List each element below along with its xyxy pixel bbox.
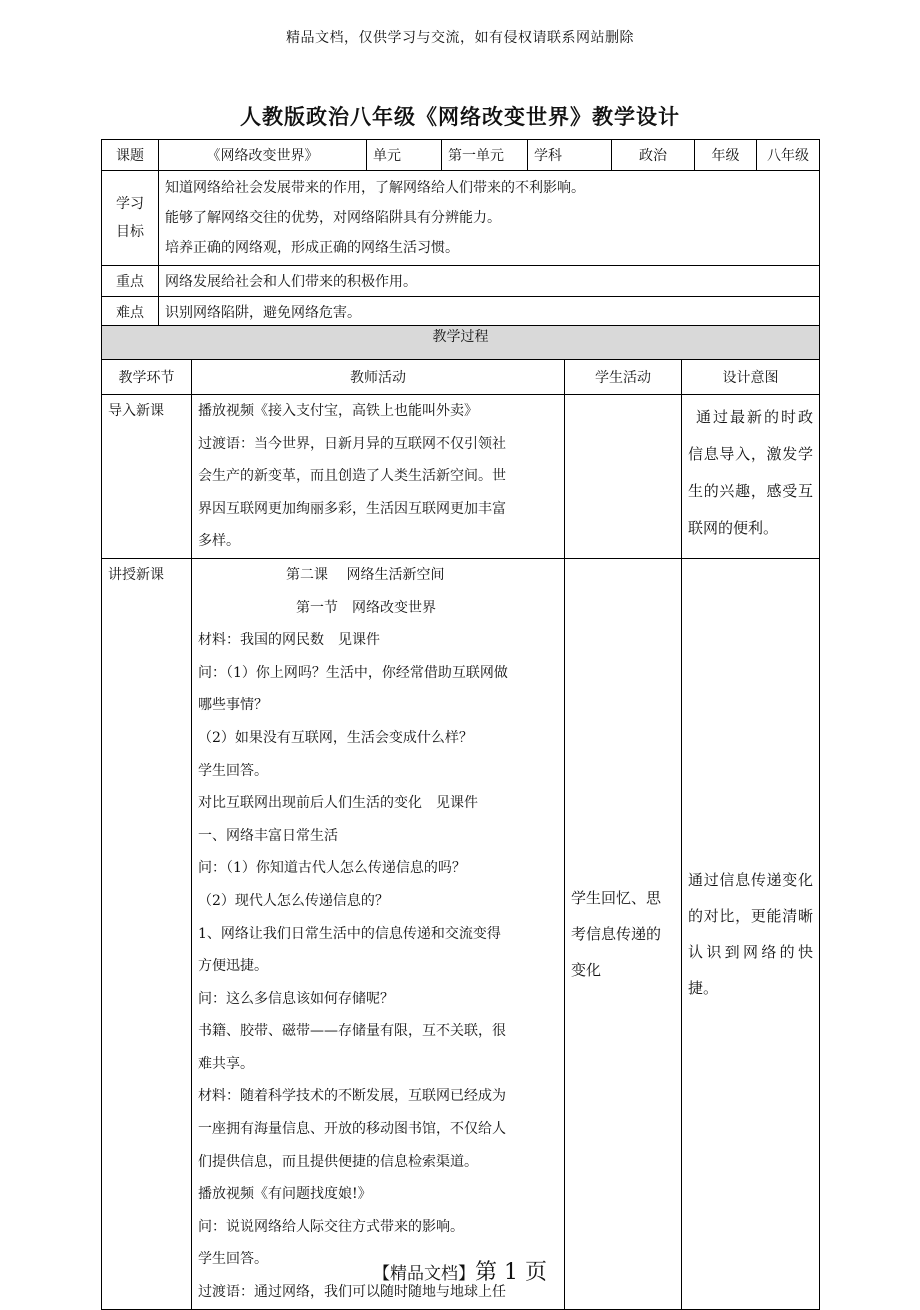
footer-tag: 【精品文档】 bbox=[373, 1264, 475, 1284]
teacher-line: 播放视频《有问题找度娘!》 bbox=[198, 1186, 372, 1203]
section-heading: 第一节 网络改变世界 bbox=[296, 599, 436, 616]
lecture-intent: 通过信息传递变化的对比，更能清晰认识到网络的快捷。 bbox=[682, 558, 820, 1309]
document-title: 人教版政治八年级《网络改变世界》教学设计 bbox=[240, 104, 680, 129]
teacher-line: 会生产的新变革，而且创造了人类生活新空间。世 bbox=[198, 468, 506, 485]
teacher-line: 对比互联网出现前后人们生活的变化 见课件 bbox=[198, 795, 478, 812]
key-value: 网络发展给社会和人们带来的积极作用。 bbox=[159, 266, 820, 297]
page-number: 第 1 页 bbox=[475, 1260, 547, 1285]
header-note: 精品文档，仅供学习与交流，如有侵权请联系网站删除 bbox=[286, 30, 634, 46]
teacher-line: 多样。 bbox=[198, 533, 240, 550]
process-header-row bbox=[102, 360, 820, 395]
header-teacher: 教师活动 bbox=[192, 360, 565, 395]
process-table bbox=[101, 325, 820, 1310]
difficulty-label: 难点 bbox=[102, 297, 159, 328]
teacher-line: 问：这么多信息该如何存储呢？ bbox=[198, 990, 394, 1007]
teacher-line: 们提供信息，而且提供便捷的信息检索渠道。 bbox=[198, 1153, 478, 1170]
teacher-line: 一座拥有海量信息、开放的移动图书馆，不仅给人 bbox=[198, 1121, 506, 1138]
teacher-line: 材料：我国的网民数 见课件 bbox=[198, 632, 380, 649]
lesson-heading: 第二课 网络生活新空间 bbox=[286, 566, 445, 583]
header-student: 学生活动 bbox=[565, 360, 682, 395]
objectives-text bbox=[159, 171, 820, 266]
teacher-line: 问：（1）你知道古代人怎么传递信息的吗？ bbox=[198, 860, 466, 877]
objectives-label-line-2: 目标 bbox=[116, 224, 144, 240]
info-row-difficulty bbox=[102, 297, 820, 328]
objective-line: 知道网络给社会发展带来的作用，了解网络给人们带来的不利影响。 bbox=[165, 180, 585, 196]
course-label: 课题 bbox=[102, 140, 159, 171]
intro-intent: 通过最新的时政信息导入，激发学生的兴趣，感受互联网的便利。 bbox=[682, 395, 820, 559]
unit-value: 第一单元 bbox=[442, 140, 528, 171]
info-row-key bbox=[102, 266, 820, 297]
objectives-label bbox=[102, 171, 159, 266]
header-stage: 教学环节 bbox=[102, 360, 192, 395]
teacher-line: 问：（1）你上网吗？生活中，你经常借助互联网做 bbox=[198, 664, 508, 681]
difficulty-value: 识别网络陷阱，避免网络危害。 bbox=[159, 297, 820, 328]
intro-teacher bbox=[192, 395, 565, 559]
teacher-line: 过渡语：当今世界，日新月异的互联网不仅引领社 bbox=[198, 435, 506, 452]
teacher-line: 学生回答。 bbox=[198, 762, 268, 779]
course-value: 《网络改变世界》 bbox=[159, 140, 367, 171]
intro-stage: 导入新课 bbox=[102, 395, 192, 559]
subject-value: 政治 bbox=[612, 140, 695, 171]
lecture-stage: 讲授新课 bbox=[102, 558, 192, 1309]
grade-label: 年级 bbox=[695, 140, 757, 171]
teacher-line: 过渡语：通过网络，我们可以随时随地与地球上任 bbox=[198, 1284, 506, 1301]
teacher-line: 学生回答。 bbox=[198, 1251, 268, 1268]
teacher-line: 材料：随着科学技术的不断发展，互联网已经成为 bbox=[198, 1088, 506, 1105]
key-label: 重点 bbox=[102, 266, 159, 297]
subject-label: 学科 bbox=[528, 140, 612, 171]
teacher-line: 书籍、胶带、磁带——存储量有限，互不关联，很 bbox=[198, 1023, 506, 1040]
teacher-line: 方便迅捷。 bbox=[198, 958, 268, 975]
teacher-line: 难共享。 bbox=[198, 1055, 254, 1072]
unit-label: 单元 bbox=[367, 140, 442, 171]
info-row-course bbox=[102, 140, 820, 171]
teacher-line: 哪些事情？ bbox=[198, 697, 268, 714]
process-band-title: 教学过程 bbox=[102, 326, 820, 360]
teacher-line: 1、网络让我们日常生活中的信息传递和交流变得 bbox=[198, 925, 501, 942]
objective-line: 培养正确的网络观，形成正确的网络生活习惯。 bbox=[165, 240, 459, 256]
lecture-student: 学生回忆、思考信息传递的变化 bbox=[565, 558, 682, 1309]
grade-value: 八年级 bbox=[757, 140, 820, 171]
lecture-row bbox=[102, 558, 820, 1309]
objectives-label-line-1: 学习 bbox=[116, 196, 144, 212]
teacher-line: （2）如果没有互联网，生活会变成什么样？ bbox=[198, 729, 473, 746]
info-table bbox=[101, 139, 820, 328]
teacher-line: 一、网络丰富日常生活 bbox=[198, 827, 338, 844]
teacher-line: 界因互联网更加绚丽多彩，生活因互联网更加丰富 bbox=[198, 500, 506, 517]
page-footer bbox=[0, 1255, 920, 1286]
teacher-line: 问：说说网络给人际交往方式带来的影响。 bbox=[198, 1218, 464, 1235]
intro-row bbox=[102, 395, 820, 559]
info-row-objectives bbox=[102, 171, 820, 266]
teacher-line: （2）现代人怎么传递信息的？ bbox=[198, 892, 389, 909]
header-intent: 设计意图 bbox=[682, 360, 820, 395]
objective-line: 能够了解网络交往的优势，对网络陷阱具有分辨能力。 bbox=[165, 210, 501, 226]
intro-student bbox=[565, 395, 682, 559]
lecture-teacher bbox=[192, 558, 565, 1309]
teacher-line: 播放视频《接入支付宝，高铁上也能叫外卖》 bbox=[198, 403, 478, 419]
